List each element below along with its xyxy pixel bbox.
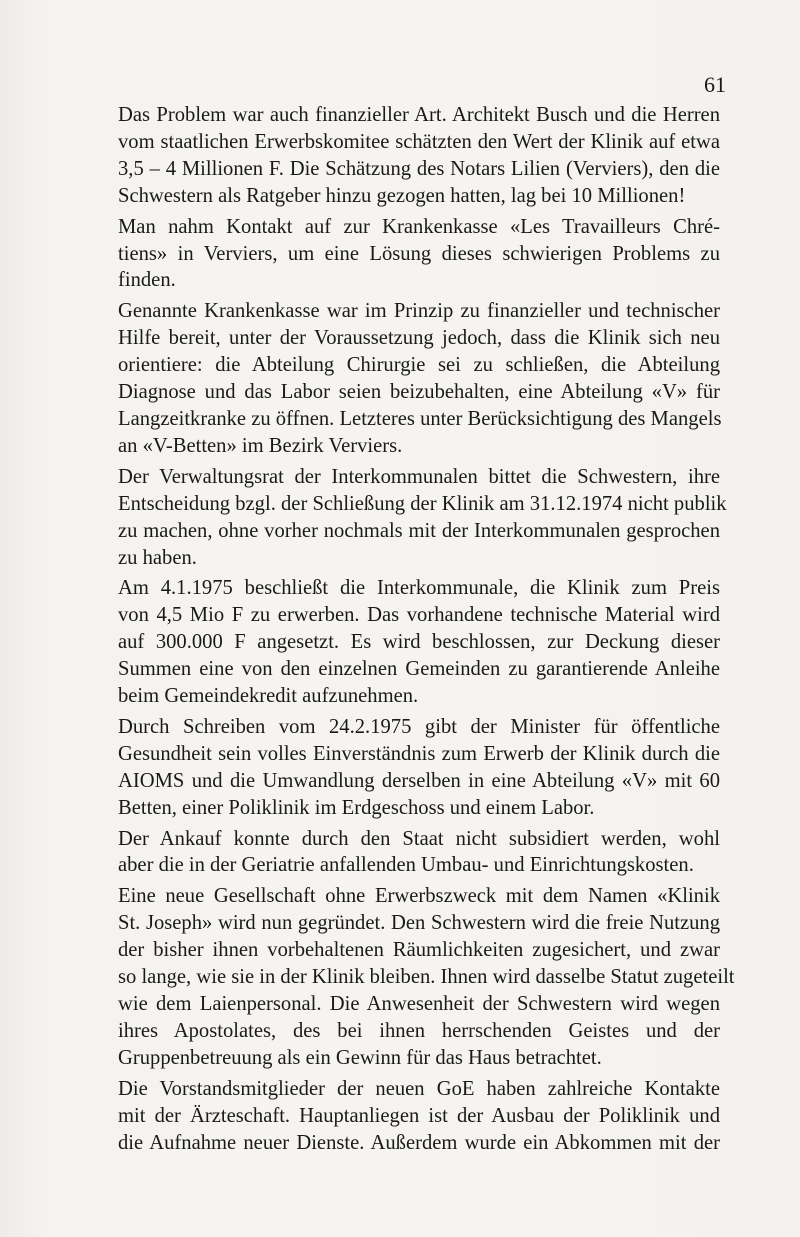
text-line: Hilfe bereit, unter der Voraussetzung jedoch, dass die Klinik sich neu [118,327,720,350]
text-line: Gruppenbetreuung als ein Gewinn für das Haus betrachtet. [118,1046,602,1069]
text-line: Eine neue Gesellschaft ohne Erwerbszweck mit dem Namen «Klinik [118,885,720,908]
text-line: Diagnose und das Labor seien beizubehalten, eine Abteilung «V» für [118,381,720,404]
text-line: St. Joseph» wird nun gegründet. Den Schwestern wird die freie Nutzung [118,912,720,935]
text-line: Summen eine von den einzelnen Gemeinden zu garantierende Anleihe [118,658,720,681]
paragraph [118,214,720,295]
text-line: Die Vorstandsmitglieder der neuen GoE haben zahlreiche Kontakte [118,1077,720,1100]
text-line: Betten, einer Poliklinik im Erdgeschoss und einem Labor. [118,796,595,819]
paragraph [118,826,720,880]
text-line: 3,5 – 4 Millionen F. Die Schätzung des Notars Lilien (Verviers), den die [118,157,720,180]
paragraph [118,298,720,459]
text-line: tiens» in Verviers, um eine Lösung dieses schwierigen Problems zu [118,242,720,265]
text-line: Entscheidung bzgl. der Schließung der Klinik am 31.12.1974 nicht publik [118,492,727,515]
text-line: AIOMS und die Umwandlung derselben in eine Abteilung «V» mit 60 [118,769,720,792]
paragraph [118,883,735,1071]
text-line: vom staatlichen Erwerbskomitee schätzten den Wert der Klinik auf etwa [118,130,720,153]
text-line: mit der Ärzteschaft. Hauptanliegen ist der Ausbau der Poliklinik und [118,1104,720,1127]
paragraph [118,102,720,210]
text-line: von 4,5 Mio F zu erwerben. Das vorhandene technische Material wird [118,604,720,627]
text-line: zu machen, ohne vorher nochmals mit der Interkommunalen gesprochen [118,519,720,542]
text-line: zu haben. [118,546,197,569]
text-line: Langzeitkranke zu öffnen. Letzteres unter Berücksichtigung des Mangels [118,407,722,430]
body-text [118,102,735,1160]
text-line: beim Gemeindekredit aufzunehmen. [118,685,419,708]
paragraph [118,464,727,572]
text-line: finden. [118,269,176,292]
text-line: Der Verwaltungsrat der Interkommunalen bittet die Schwestern, ihre [118,465,720,488]
text-line: orientiere: die Abteilung Chirurgie sei zu schließen, die Abteilung [118,354,720,377]
text-line: aber die in der Geriatrie anfallenden Umbau- und Einrichtungskosten. [118,854,694,877]
text-line: Gesundheit sein volles Einverständnis zum Erwerb der Klinik durch die [118,742,720,765]
paragraph [118,1076,720,1157]
text-line: der bisher ihnen vorbehaltenen Räumlichkeiten zugesichert, und zwar [118,939,720,962]
text-line: Schwestern als Ratgeber hinzu gezogen hatten, lag bei 10 Millionen! [118,184,686,207]
text-line: Das Problem war auch finanzieller Art. Architekt Busch und die Herren [118,104,720,126]
paragraph [118,714,720,822]
text-line: Man nahm Kontakt auf zur Krankenkasse «Les Travailleurs Chré- [118,215,720,238]
text-line: Durch Schreiben vom 24.2.1975 gibt der Minister für öffentliche [118,715,720,738]
text-line: auf 300.000 F angesetzt. Es wird beschlossen, zur Deckung dieser [118,631,720,654]
text-line: Am 4.1.1975 beschließt die Interkommunale, die Klinik zum Preis [118,577,720,600]
text-line: so lange, wie sie in der Klinik bleiben. Ihnen wird dasselbe Statut zugeteilt [118,966,735,989]
text-line: wie dem Laienpersonal. Die Anwesenheit der Schwestern wird wegen [118,993,720,1015]
text-line: Der Ankauf konnte durch den Staat nicht subsidiert werden, wohl [118,827,720,850]
text-line: an «V-Betten» im Bezirk Verviers. [118,434,403,457]
text-line: Genannte Krankenkasse war im Prinzip zu finanzieller und technischer [118,300,720,323]
text-line: die Aufnahme neuer Dienste. Außerdem wurde ein Abkommen mit der [118,1131,720,1154]
page-number: 61 [704,72,726,97]
text-line: ihres Apostolates, des bei ihnen herrschenden Geistes und der [118,1019,720,1042]
paragraph [118,575,720,710]
